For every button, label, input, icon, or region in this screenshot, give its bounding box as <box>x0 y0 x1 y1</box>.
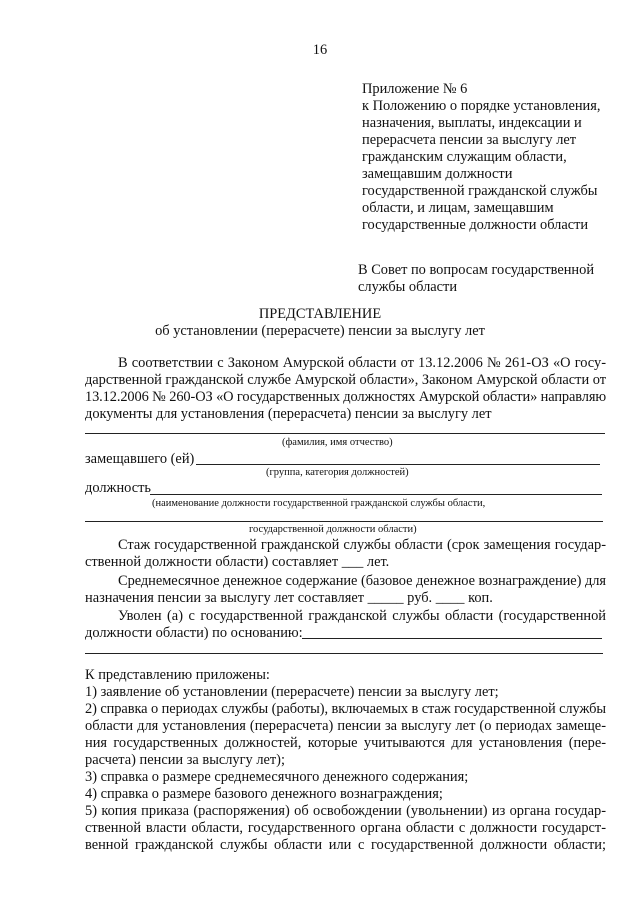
document-subtitle: об установлении (перерасчете) пенсии за выслугу лет <box>155 323 485 339</box>
position-blank-line <box>150 494 602 495</box>
appendix-line: гражданским служащим области, <box>362 149 567 165</box>
body-line: ственной должности области) составляет ___ лет. <box>85 554 390 570</box>
addressee-line: В Совет по вопросам государственной <box>358 262 595 278</box>
fio-blank-line <box>85 433 605 434</box>
body-line: Уволен (а) с государственной гражданской службы области (государственной <box>118 608 606 624</box>
group-caption: (группа, категория должностей) <box>266 467 409 478</box>
intro-line: 13.12.2006 № 260-ОЗ «О государственных должностях Амурской области» направляю <box>85 389 606 405</box>
intro-line: В соответствии с Законом Амурской области от 13.12.2006 № 261-ОЗ «О госу- <box>118 355 606 371</box>
appendix-line: перерасчета пенсии за выслугу лет <box>362 132 577 148</box>
appendix-line: государственной гражданской службы <box>362 183 598 199</box>
addressee-line: службы области <box>358 279 458 295</box>
attachment-line: области для установления (перерасчета) пенсии за выслугу лет (о периодах замеще- <box>85 718 606 734</box>
appendix-line: назначения, выплаты, индексации и <box>362 115 582 131</box>
attachment-line: расчета) пенсии за выслугу лет); <box>85 752 285 768</box>
intro-line: дарственной гражданской службе Амурской области», Законом Амурской области от <box>85 372 606 388</box>
attachments-title: К представлению приложены: <box>85 667 270 683</box>
body-line: назначения пенсии за выслугу лет составляет _____ руб. ____ коп. <box>85 590 493 606</box>
replacing-blank-line <box>196 464 600 465</box>
dismissal-blank-line-2 <box>85 653 603 654</box>
appendix-line: государственные должности области <box>362 217 589 233</box>
attachment-line: 2) справка о периодах службы (работы), включаемых в стаж государственной службы <box>85 701 606 717</box>
attachment-line: ственной власти области, государственного органа области с должности государст- <box>85 820 606 836</box>
position-caption: (наименование должности государственной гражданской службы области, <box>152 498 486 509</box>
attachment-line: венной гражданской службы области или с государственной должности области; <box>85 837 606 853</box>
appendix-line: замещавшим должности <box>362 166 513 182</box>
appendix-line: к Положению о порядке установления, <box>362 98 601 114</box>
fio-caption: (фамилия, имя отчество) <box>282 437 393 448</box>
attachment-line: 5) копия приказа (распоряжения) об освобождении (увольнении) из органа государ- <box>85 803 606 819</box>
attachment-line: ния государственных должностей, которые учитываются для установления (пере- <box>85 735 606 751</box>
intro-line: документы для установления (перерасчета) пенсии за выслугу лет <box>85 406 492 422</box>
document-title: ПРЕДСТАВЛЕНИЕ <box>258 306 382 322</box>
appendix-line: области, и лицам, замещавшим <box>362 200 554 216</box>
body-line: Стаж государственной гражданской службы области (срок замещения государ- <box>118 537 606 553</box>
position-label: должность <box>85 480 151 496</box>
position-blank-line-2 <box>85 521 603 522</box>
position-caption-2: государственной должности области) <box>249 524 417 535</box>
body-line: должности области) по основанию: <box>85 625 303 641</box>
replacing-label: замещавшего (ей) <box>85 451 195 467</box>
attachment-line: 4) справка о размере базового денежного вознаграждения; <box>85 786 443 802</box>
appendix-title: Приложение № 6 <box>362 81 468 97</box>
attachment-line: 3) справка о размере среднемесячного денежного содержания; <box>85 769 469 785</box>
body-line: Среднемесячное денежное содержание (базовое денежное вознаграждение) для <box>118 573 606 589</box>
page-number: 16 <box>312 42 328 58</box>
attachment-line: 1) заявление об установлении (перерасчете) пенсии за выслугу лет; <box>85 684 499 700</box>
dismissal-blank-line <box>302 638 602 639</box>
